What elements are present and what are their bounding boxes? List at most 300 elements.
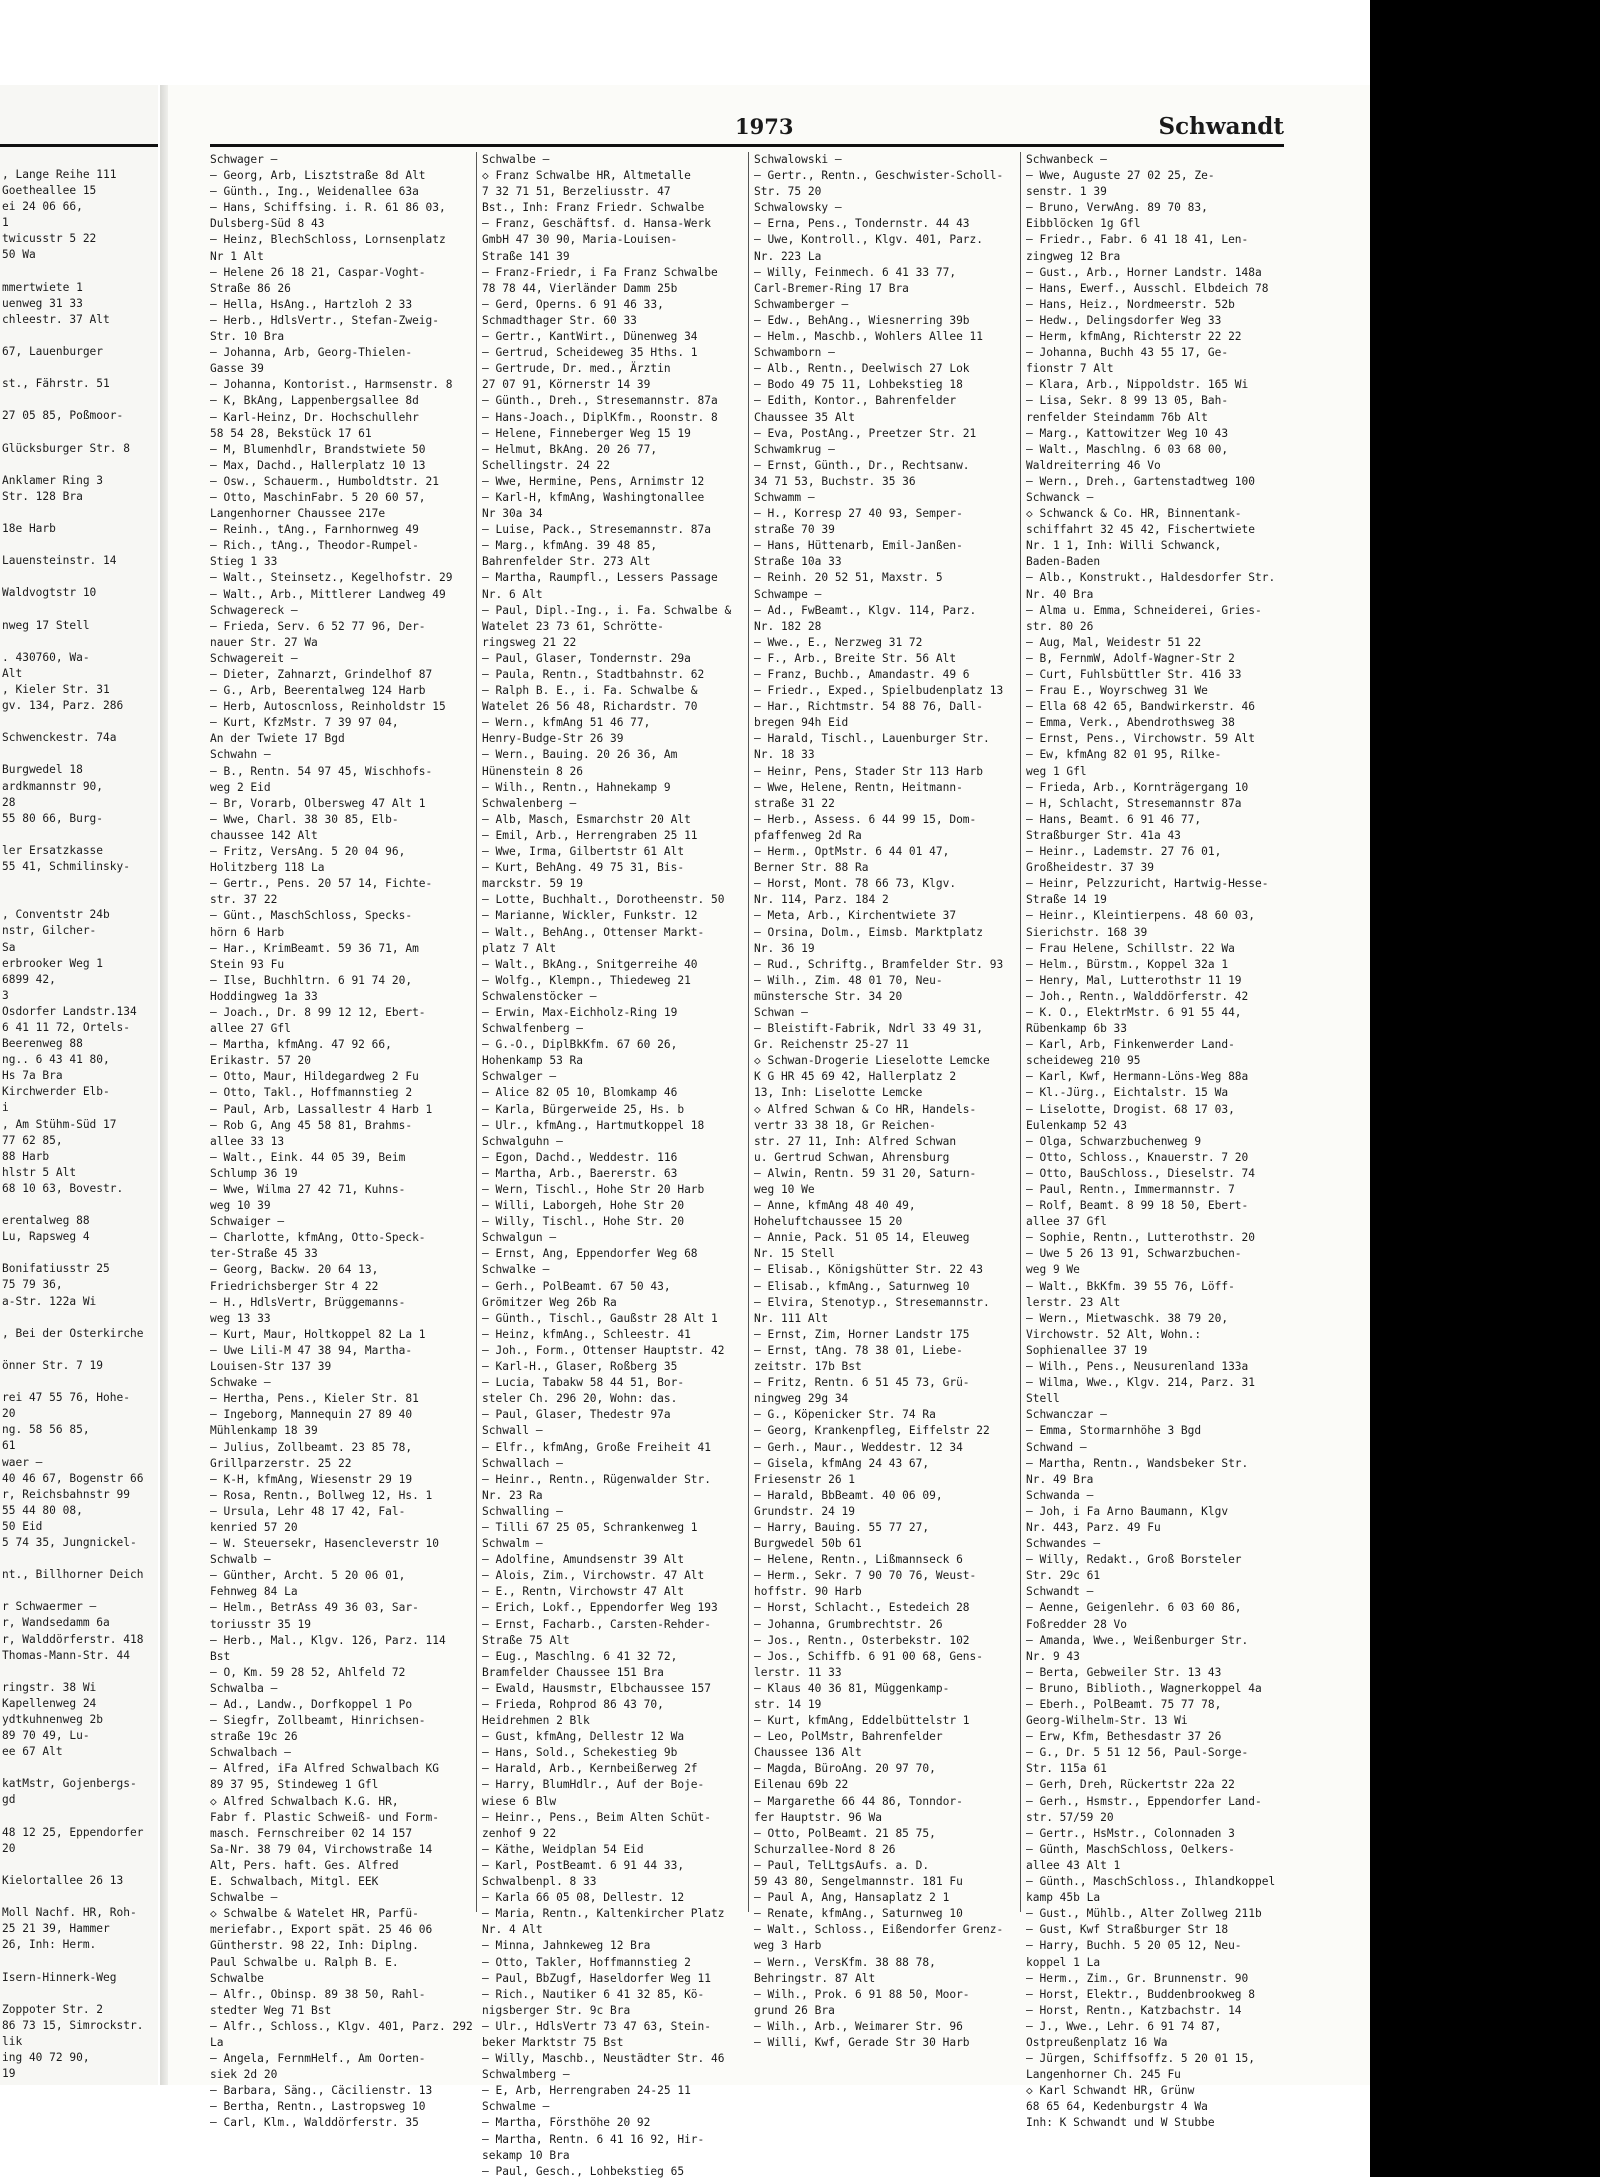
directory-entry-line: — Wilma, Wwe., Klgv. 214, Parz. 31 — [1026, 1376, 1256, 1390]
facing-page-line: Str. 128 Bra — [2, 489, 83, 503]
facing-page-line: Thomas-Mann-Str. 44 — [2, 1648, 130, 1662]
directory-entry-line: — Johanna, Buchh 43 55 17, Ge- — [1026, 346, 1229, 360]
directory-entry-line: grund 26 Bra — [754, 2003, 835, 2017]
facing-page-line: 86 73 15, Simrockstr. — [2, 2018, 144, 2032]
facing-page-line: nweg 17 Stell — [2, 618, 90, 632]
directory-entry-line: — Gertr., Pens. 20 57 14, Fichte- — [210, 877, 433, 891]
facing-page-line — [2, 537, 158, 553]
directory-entry-line: — Martha, Rentn. 6 41 16 92, Hir- — [482, 2132, 705, 2146]
directory-entry-line: — Wilh., Prok. 6 91 88 50, Moor- — [754, 1987, 970, 2001]
directory-entry-line: — Günther, Archt. 5 20 06 01, — [210, 1569, 406, 1583]
directory-entry-line: — Paula, Rentn., Stadtbahnstr. 62 — [482, 668, 705, 681]
directory-entry-line: — Johanna, Arb, Georg-Thielen- — [210, 346, 413, 360]
directory-entry-line: — Kl.-Jürg., Eichtalstr. 15 Wa — [1026, 1086, 1229, 1100]
directory-entry-line: — Klaus 40 36 81, Müggenkamp- — [754, 1681, 950, 1695]
directory-entry-line: weg 10 39 — [210, 1199, 271, 1213]
directory-entry-line: — Helene 26 18 21, Caspar-Voght- — [210, 265, 426, 279]
column-divider — [748, 152, 749, 1912]
directory-entry-line: Nr. 111 Alt — [754, 1311, 829, 1325]
directory-entry-line: — Franz-Friedr, i Fa Franz Schwalbe — [482, 265, 718, 279]
facing-page-line: 61 — [2, 1439, 16, 1453]
directory-entry-line: — Walt., Steinsetz., Kegelhofstr. 29 — [210, 571, 453, 585]
directory-entry-line: — Jürgen, Schiffsoffz. 5 20 01 15, — [1026, 2052, 1256, 2066]
surname-heading: Schwalowski — — [754, 153, 842, 166]
directory-entry-line: stedter Weg 71 Bst — [210, 2003, 332, 2017]
directory-entry-line: — Hans, Sold., Schekestieg 9b — [482, 1746, 678, 1760]
facing-page-line: hlstr 5 Alt — [2, 1165, 77, 1179]
directory-entry-line: Str. 29c 61 — [1026, 1569, 1101, 1583]
directory-entry-line: Grillparzerstr. 25 22 — [210, 1456, 352, 1470]
directory-entry-line: — Gertrude, Dr. med., Ärztin — [482, 362, 671, 376]
directory-entry-line: — Herm., Zim., Gr. Brunnenstr. 90 — [1026, 1971, 1249, 1985]
directory-entry-line: — Marg., kfmAng. 39 48 85, — [482, 539, 658, 553]
facing-page-line: Beerenweg 88 — [2, 1037, 83, 1051]
facing-page-line — [2, 602, 158, 618]
surname-heading: Schwandt — — [1026, 1585, 1094, 1599]
directory-entry-line: Langenhorner Ch. 245 Fu — [1026, 2068, 1181, 2082]
directory-entry-line: — Hans, Heiz., Nordmeerstr. 52b — [1026, 297, 1235, 311]
directory-entry-line: — Eva, PostAng., Preetzer Str. 21 — [754, 426, 977, 440]
directory-entry-line: — Martha, Arb., Baererstr. 63 — [482, 1166, 678, 1180]
directory-entry-line: — Adolfine, Amundsenstr 39 Alt — [482, 1553, 685, 1567]
directory-entry-line: — Hella, HsAng., Hartzloh 2 33 — [210, 297, 413, 311]
directory-entry-line: Rübenkamp 6b 33 — [1026, 1022, 1128, 1036]
directory-entry-line: — Martha, Raumpfl., Lessers Passage — [482, 571, 718, 585]
facing-page-line: Sa — [2, 940, 16, 954]
directory-entry-line: — Hans, Ewerf., Ausschl. Elbdeich 78 — [1026, 281, 1269, 295]
directory-entry-line: — Wwe, Auguste 27 02 25, Ze- — [1026, 169, 1215, 183]
directory-entry-line: — Wwe, Hermine, Pens, Arnimstr 12 — [482, 474, 705, 488]
directory-entry-line: — Jos., Schiffb. 6 91 00 68, Gens- — [754, 1649, 984, 1663]
directory-entry-line: münstersche Str. 34 20 — [754, 989, 903, 1003]
directory-entry-line: — Olga, Schwarzbuchenweg 9 — [1026, 1134, 1202, 1148]
surname-heading: Schwahn — — [210, 748, 271, 762]
directory-entry-line: Stein 93 Fu — [210, 957, 285, 971]
surname-heading: Schwalenstöcker — — [482, 989, 597, 1003]
directory-entry-line: Sierichstr. 168 39 — [1026, 925, 1148, 939]
directory-entry-line: zeitstr. 17b Bst — [754, 1360, 862, 1374]
facing-page-line: ei 24 06 66, — [2, 200, 83, 214]
directory-entry-line: — Ursula, Lehr 48 17 42, Fal- — [210, 1504, 406, 1518]
facing-page-line: Alt — [2, 666, 23, 680]
surname-heading: Schwanda — — [1026, 1488, 1094, 1502]
directory-entry-line: bregen 94h Eid — [754, 716, 849, 730]
directory-entry-line: — Edith, Kontor., Bahrenfelder — [754, 394, 957, 408]
surname-heading: Schwagereit — — [210, 651, 298, 665]
directory-entry-line: — Egon, Dachd., Weddestr. 116 — [482, 1150, 678, 1164]
directory-entry-line: — Rich., tAng., Theodor-Rumpel- — [210, 539, 419, 553]
directory-entry-line: Bst — [210, 1649, 231, 1663]
directory-entry-line: — Willy, Maschb., Neustädter Str. 46 — [482, 2052, 725, 2066]
facing-page-line: 55 80 66, Burg- — [2, 811, 104, 825]
directory-entry-line: Straße 141 39 — [482, 249, 570, 263]
directory-entry-line: — Aug, Mal, Weidestr 51 22 — [1026, 635, 1202, 649]
directory-entry-line: — Paul, Arb, Lassallestr 4 Harb 1 — [210, 1102, 433, 1116]
facing-page-line: ler Ersatzkasse — [2, 843, 104, 857]
directory-entry-line: — Fritz, Rentn. 6 51 45 73, Grü- — [754, 1376, 970, 1390]
facing-page-line: mmertwiete 1 — [2, 280, 83, 294]
directory-entry-line: Chaussee 136 Alt — [754, 1746, 862, 1760]
directory-entry-line: chaussee 142 Alt — [210, 828, 318, 842]
directory-entry-line: Straße 86 26 — [210, 281, 291, 295]
directory-entry-line: Fabr f. Plastic Schweiß- und Form- — [210, 1810, 440, 1824]
facing-page-line — [2, 425, 158, 441]
directory-entry-line: Georg-Wilhelm-Str. 13 Wi — [1026, 1714, 1188, 1728]
directory-entry-line: — Lisa, Sekr. 8 99 13 05, Bah- — [1026, 394, 1229, 408]
facing-page-line: uenweg 31 33 — [2, 296, 83, 310]
directory-entry-line: — Alb, Masch, Esmarchstr 20 Alt — [482, 812, 691, 826]
directory-entry-line: — Willy, Feinmech. 6 41 33 77, — [754, 265, 957, 279]
directory-entry-line: Louisen-Str 137 39 — [210, 1360, 332, 1374]
directory-entry-line: — Eug., Maschlng. 6 41 32 72, — [482, 1649, 678, 1663]
directory-entry-line: — Orsina, Dolm., Eimsb. Marktplatz — [754, 925, 984, 939]
facing-page-line: , Lange Reihe 111 — [2, 168, 117, 181]
surname-heading: Schwalba — — [210, 1681, 278, 1695]
directory-entry-line: — F., Arb., Breite Str. 56 Alt — [754, 651, 957, 665]
directory-entry-line: — Heinr, Pelzzuricht, Hartwig-Hesse- — [1026, 877, 1269, 891]
directory-entry-line: — Gertr., HsMstr., Colonnaden 3 — [1026, 1826, 1235, 1840]
directory-entry-line: platz 7 Alt — [482, 941, 557, 955]
directory-entry-line: — G., Dr. 5 51 12 56, Paul-Sorge- — [1026, 1746, 1249, 1760]
directory-entry-line: — Rob G, Ang 45 58 81, Brahms- — [210, 1118, 413, 1132]
directory-entry-line: GmbH 47 30 90, Maria-Louisen- — [482, 233, 678, 247]
directory-entry-line: — Sophie, Rentn., Lutterothstr. 20 — [1026, 1231, 1256, 1245]
surname-heading: Schwalb — — [210, 1553, 271, 1567]
directory-entry-line: — Günth, MaschSchloss, Oelkers- — [1026, 1842, 1235, 1856]
directory-entry-line: — Karl-Heinz, Dr. Hochschullehr — [210, 410, 419, 424]
directory-entry-line: — Martha, kfmAng. 47 92 66, — [210, 1038, 392, 1052]
directory-entry-line: siek 2d 20 — [210, 2068, 278, 2082]
directory-entry-line: Sa-Nr. 38 79 04, Virchowstraße 14 — [210, 1842, 433, 1856]
directory-entry-line: — Gust, Kwf Straßburger Str 18 — [1026, 1923, 1229, 1937]
directory-entry-line: 78 78 44, Vierländer Damm 25b — [482, 281, 678, 295]
directory-column-2 — [482, 152, 738, 2178]
facing-page-line: erbrooker Weg 1 — [2, 956, 104, 970]
directory-entry-line: Eulenkamp 52 43 — [1026, 1118, 1128, 1132]
directory-entry-line: — Walt., BehAng., Ottenser Markt- — [482, 925, 705, 939]
directory-entry-line: — Alfred, iFa Alfred Schwalbach KG — [210, 1762, 440, 1776]
directory-entry-line: Henry-Budge-Str 26 39 — [482, 732, 624, 746]
directory-entry-line: nauer Str. 27 Wa — [210, 635, 318, 649]
directory-entry-line: — Alfr., Schloss., Klgv. 401, Parz. 292 — [210, 2019, 473, 2033]
facing-page-line: önner Str. 7 19 — [2, 1358, 104, 1372]
directory-entry-line: Nr. 114, Parz. 184 2 — [754, 893, 889, 907]
directory-entry-line: — Käthe, Weidplan 54 Eid — [482, 1842, 644, 1856]
directory-entry-line: Sophienallee 37 19 — [1026, 1343, 1148, 1357]
directory-entry-line: ningweg 29g 34 — [754, 1392, 849, 1406]
facing-page-line — [2, 1374, 158, 1390]
column-divider — [476, 152, 477, 1912]
directory-entry-line: Eilenau 69b 22 — [754, 1778, 849, 1792]
facing-page-line: 28 — [2, 795, 16, 809]
directory-entry-line: — Reinh. 20 52 51, Maxstr. 5 — [754, 571, 943, 585]
directory-entry-line: — Ilse, Buchhltrn. 6 91 74 20, — [210, 973, 413, 987]
directory-entry-line: Nr. 40 Bra — [1026, 587, 1094, 601]
facing-page-line: ng. 58 56 85, — [2, 1423, 90, 1437]
directory-entry-line: — Hans, Schiffsing. i. R. 61 86 03, — [210, 201, 446, 215]
directory-entry-line: Erikastr. 57 20 — [210, 1054, 312, 1068]
facing-page-line — [2, 746, 158, 762]
directory-entry-line: Chaussee 35 Alt — [754, 410, 856, 424]
directory-entry-line: weg 10 We — [754, 1183, 815, 1196]
directory-entry-line: — Emil, Arb., Herrengraben 25 11 — [482, 828, 698, 842]
directory-entry-line: — Rich., Nautiker 6 41 32 85, Kö- — [482, 1987, 705, 2001]
directory-entry-line: — Max, Dachd., Hallerplatz 10 13 — [210, 458, 426, 472]
directory-entry-line: Watelet 23 73 61, Schrötte- — [482, 619, 664, 633]
facing-page-line: gv. 134, Parz. 286 — [2, 699, 124, 713]
directory-entry-line: Friedrichsberger Str 4 22 — [210, 1279, 379, 1293]
directory-entry-line: — Heinr., Rentn., Rügenwalder Str. — [482, 1472, 712, 1486]
directory-entry-line: — K-H, kfmAng, Wiesenstr 29 19 — [210, 1472, 413, 1486]
facing-page-line — [2, 360, 158, 376]
facing-page-line: twicusstr 5 22 — [2, 232, 97, 246]
directory-entry-line: — Reinh., tAng., Farnhornweg 49 — [210, 523, 419, 537]
directory-entry-line: pfaffenweg 2d Ra — [754, 828, 862, 842]
directory-entry-line: — Wilh., Zim. 48 01 70, Neu- — [754, 973, 943, 987]
directory-entry-line: — Willy, Redakt., Groß Borsteler — [1026, 1553, 1242, 1567]
directory-entry-line: 89 37 95, Stindeweg 1 Gfl — [210, 1778, 379, 1792]
directory-entry-line: kenried 57 20 — [210, 1520, 298, 1534]
directory-entry-line: — Walt., BkAng., Snitgerreihe 40 — [482, 957, 698, 971]
directory-entry-line: — G.-O., DiplBkKfm. 67 60 26, — [482, 1038, 678, 1052]
directory-entry-line: — Frieda, Rohprod 86 43 70, — [482, 1698, 664, 1711]
directory-entry-line: — Elisab., kfmAng., Saturnweg 10 — [754, 1279, 970, 1293]
directory-entry-line: — Br, Vorarb, Olbersweg 47 Alt 1 — [210, 796, 426, 810]
facing-page-line: Anklamer Ring 3 — [2, 473, 104, 487]
directory-entry-line: — Helm., Bürstm., Koppel 32a 1 — [1026, 957, 1229, 971]
facing-page-line: 55 44 80 08, — [2, 1503, 83, 1517]
directory-entry-line: Langenhorner Chaussee 217e — [210, 507, 386, 521]
directory-entry-line: kamp 45b La — [1026, 1891, 1101, 1905]
surname-heading: Schwalme — — [482, 2100, 550, 2114]
facing-page-line: nt., Billhorner Deich — [2, 1568, 144, 1582]
directory-entry-line: — Emma, Verk., Abendrothsweg 38 — [1026, 716, 1235, 730]
facing-page-lines — [2, 167, 158, 2082]
facing-page-line: 89 70 49, Lu- — [2, 1729, 90, 1743]
surname-heading: Schwanczar — — [1026, 1408, 1107, 1422]
directory-entry-line: — Karla, Bürgerweide 25, Hs. b — [482, 1102, 685, 1116]
facing-page-line: Bonifatiusstr 25 — [2, 1262, 110, 1276]
directory-entry-line: allee 27 Gfl — [210, 1022, 291, 1036]
directory-entry-line: — Hans, Beamt. 6 91 46 77, — [1026, 812, 1202, 826]
directory-entry-line: Stieg 1 33 — [210, 555, 278, 569]
surname-heading: Schwanck — — [1026, 490, 1094, 504]
directory-entry-line: — Paul, Glaser, Tondernstr. 29a — [482, 651, 691, 665]
directory-entry-line: Nr. 443, Parz. 49 Fu — [1026, 1520, 1161, 1534]
directory-entry-line: — Paul, Dipl.-Ing., i. Fa. Schwalbe & — [482, 603, 732, 617]
directory-entry-line: allee 33 13 — [210, 1134, 285, 1148]
directory-entry-line: — Eberh., PolBeamt. 75 77 78, — [1026, 1698, 1222, 1711]
surname-heading: Schwalenberg — — [482, 796, 577, 810]
directory-entry-line: — G., Köpenicker Str. 74 Ra — [754, 1408, 936, 1422]
directory-entry-line: — Julius, Zollbeamt. 23 85 78, — [210, 1440, 413, 1454]
directory-entry-line: — Herb, Autoscnloss, Reinholdstr 15 — [210, 700, 446, 714]
facing-page-line: ringstr. 38 Wi — [2, 1680, 97, 1694]
directory-entry-line: — Erna, Pens., Tondernstr. 44 43 — [754, 217, 970, 231]
directory-entry-line: — Otto, BauSchloss., Dieselstr. 74 — [1026, 1166, 1256, 1180]
directory-entry-line: — Erw, Kfm, Bethesdastr 37 26 — [1026, 1730, 1222, 1744]
directory-entry-line: Alt, Pers. haft. Ges. Alfred — [210, 1858, 399, 1872]
directory-entry-line: ◇ Schwan-Drogerie Lieselotte Lemcke — [754, 1054, 990, 1068]
directory-entry-line: — H., Korresp 27 40 93, Semper- — [754, 507, 963, 521]
directory-entry-line: — Wilh., Rentn., Hahnekamp 9 — [482, 780, 671, 794]
facing-page-line: Schwenckestr. 74a — [2, 731, 117, 745]
facing-page-line: 26, Inh: Herm. — [2, 1938, 97, 1952]
directory-entry-line: — O, Km. 59 28 52, Ahlfeld 72 — [210, 1665, 406, 1679]
directory-entry-line: str. 37 22 — [210, 893, 278, 907]
facing-page-line: waer — — [2, 1455, 43, 1469]
directory-entry-line: hoffstr. 90 Harb — [754, 1585, 862, 1599]
directory-entry-line: — Bruno, Biblioth., Wagnerkoppel 4a — [1026, 1681, 1262, 1695]
directory-entry-line: — Ernst, Pens., Virchowstr. 59 Alt — [1026, 732, 1256, 746]
directory-entry-line: — Ralph B. E., i. Fa. Schwalbe & — [482, 684, 698, 698]
directory-entry-line: lerstr. 11 33 — [754, 1665, 842, 1679]
directory-entry-line: — E., Rentn, Virchowstr 47 Alt — [482, 1585, 685, 1599]
surname-heading: Schwamborn — — [754, 346, 835, 360]
directory-entry-line: — Siegfr, Zollbeamt, Hinrichsen- — [210, 1714, 426, 1728]
facing-page-line: Osdorfer Landstr.134 — [2, 1004, 137, 1018]
directory-entry-line: masch. Fernschreiber 02 14 157 — [210, 1826, 413, 1840]
directory-entry-line: — Alice 82 05 10, Blomkamp 46 — [482, 1086, 678, 1100]
directory-entry-line: La — [210, 2035, 224, 2049]
column-divider — [1020, 152, 1021, 1912]
facing-page-line — [2, 1245, 158, 1261]
directory-entry-line: — Johanna, Kontorist., Harmsenstr. 8 — [210, 378, 453, 392]
surname-heading: Schwalger — — [482, 1070, 557, 1084]
directory-entry-line: — Edw., BehAng., Wiesnerring 39b — [754, 313, 970, 327]
facing-page-line: 77 62 85, — [2, 1133, 63, 1147]
directory-entry-line: Behringstr. 87 Alt — [754, 1971, 876, 1985]
directory-entry-line: — Otto, Takler, Hoffmannstieg 2 — [482, 1955, 691, 1969]
directory-entry-line: — Willi, Kwf, Gerade Str 30 Harb — [754, 2035, 970, 2049]
directory-entry-line: 13, Inh: Liselotte Lemcke — [754, 1086, 923, 1100]
directory-entry-line: — Helene, Finneberger Weg 15 19 — [482, 426, 691, 440]
directory-entry-line: lerstr. 23 Alt — [1026, 1295, 1121, 1309]
directory-entry-line: — Frau E., Woyrschweg 31 We — [1026, 684, 1208, 698]
directory-entry-line: Schwalbenpl. 8 33 — [482, 1875, 597, 1889]
directory-entry-line: Carl-Bremer-Ring 17 Bra — [754, 281, 909, 295]
facing-page-line — [2, 264, 158, 280]
facing-page-line: 50 Eid — [2, 1519, 43, 1533]
directory-entry-line: marckstr. 59 19 — [482, 877, 584, 891]
facing-page-line: . 430760, Wa- — [2, 650, 90, 664]
directory-entry-line: — Ernst, tAng. 78 38 01, Liebe- — [754, 1343, 963, 1357]
facing-page-line: gd — [2, 1793, 16, 1807]
directory-entry-line: — Johanna, Grumbrechtstr. 26 — [754, 1617, 943, 1631]
directory-entry-line: Stell — [1026, 1392, 1060, 1406]
directory-entry-line: — Walt., BkKfm. 39 55 76, Löff- — [1026, 1279, 1235, 1293]
facing-page-line — [2, 891, 158, 907]
directory-entry-line: — Tilli 67 25 05, Schrankenweg 1 — [482, 1520, 698, 1534]
surname-heading: Schwagereck — — [210, 603, 298, 617]
facing-page-line: Waldvogtstr 10 — [2, 586, 97, 600]
directory-entry-line: — Georg, Backw. 20 64 13, — [210, 1263, 379, 1277]
directory-entry-line: — Herm., Sekr. 7 90 70 76, Weust- — [754, 1569, 977, 1583]
directory-entry-line: — Dieter, Zahnarzt, Grindelhof 87 — [210, 668, 433, 681]
directory-entry-line: — Barbara, Säng., Cäcilienstr. 13 — [210, 2084, 433, 2098]
facing-page-line: 68 10 63, Bovestr. — [2, 1181, 124, 1195]
directory-entry-line: — Gerh., Maur., Weddestr. 12 34 — [754, 1440, 963, 1454]
directory-column-1 — [210, 152, 473, 2130]
directory-entry-line: — Gust., Mühlb., Alter Zollweg 211b — [1026, 1907, 1262, 1921]
directory-entry-line: — W. Steuersekr, Hasencleverstr 10 — [210, 1537, 440, 1551]
directory-entry-line: — Ad., FwBeamt., Klgv. 114, Parz. — [754, 603, 977, 617]
directory-entry-line: fer Hauptstr. 96 Wa — [754, 1810, 882, 1824]
facing-page-line: katMstr, Gojenbergs- — [2, 1777, 137, 1791]
directory-entry-line: — Harald, BbBeamt. 40 06 09, — [754, 1488, 943, 1502]
directory-entry-line: — Ulr., kfmAng., Hartmutkoppel 18 — [482, 1118, 705, 1132]
directory-entry-line: — Hans, Hüttenarb, Emil-Janßen- — [754, 539, 963, 553]
directory-entry-line: scheideweg 210 95 — [1026, 1054, 1141, 1068]
directory-entry-line: — Marg., Kattowitzer Weg 10 43 — [1026, 426, 1229, 440]
directory-entry-line: — Erwin, Max-Eichholz-Ring 19 — [482, 1005, 678, 1019]
facing-page-line: 6 41 11 72, Ortels- — [2, 1020, 130, 1034]
facing-page-line — [2, 1953, 158, 1969]
facing-page-line: 18e Harb — [2, 522, 56, 536]
directory-entry-line: Waldreiterring 46 Vo — [1026, 458, 1161, 472]
surname-heading: Schwaiger — — [210, 1215, 285, 1229]
surname-heading: Schwalke — — [482, 1263, 550, 1277]
directory-entry-line: wiese 6 Blw — [482, 1794, 557, 1808]
directory-entry-line: — Alb., Konstrukt., Haldesdorfer Str. — [1026, 571, 1276, 585]
directory-entry-line: — Paul, Glaser, Thedestr 97a — [482, 1408, 671, 1422]
directory-entry-line: Foßredder 28 Vo — [1026, 1617, 1128, 1631]
surname-heading: Schwalbe — — [210, 1891, 278, 1905]
directory-entry-line: str. 27 11, Inh: Alfred Schwan — [754, 1134, 957, 1148]
surname-heading: Schwall — — [482, 1424, 543, 1438]
directory-entry-line: Bramfelder Chaussee 151 Bra — [482, 1665, 664, 1679]
directory-entry-line: Schwalbe — [210, 1971, 264, 1985]
directory-entry-line: str. 14 19 — [754, 1698, 822, 1711]
directory-entry-line: — Ewald, Hausmstr, Elbchaussee 157 — [482, 1681, 712, 1695]
directory-entry-line: — Kurt, Maur, Holtkoppel 82 La 1 — [210, 1327, 426, 1341]
directory-entry-line: weg 9 We — [1026, 1263, 1080, 1277]
facing-page-line — [2, 634, 158, 650]
facing-page-line: Kirchwerder Elb- — [2, 1085, 110, 1099]
directory-entry-line: Eibblöcken 1g Gfl — [1026, 217, 1141, 231]
directory-column-4 — [1026, 152, 1282, 2130]
directory-entry-line: — Ernst, Günth., Dr., Rechtsanw. — [754, 458, 970, 472]
directory-entry-line: — Hedw., Delingsdorfer Weg 33 — [1026, 313, 1222, 327]
facing-page-line: ee 67 Alt — [2, 1745, 63, 1759]
directory-entry-line: E. Schwalbach, Mitgl. EEK — [210, 1875, 379, 1889]
directory-entry-line: — Uwe 5 26 13 91, Schwarzbuchen- — [1026, 1247, 1242, 1261]
directory-entry-line: Nr. 49 Bra — [1026, 1472, 1094, 1486]
directory-entry-line: — Gerh., PolBeamt. 67 50 43, — [482, 1279, 671, 1293]
directory-entry-line: — Wolfg., Klempn., Thiedeweg 21 — [482, 973, 691, 987]
directory-entry-line: — Gust., Arb., Horner Landstr. 148a — [1026, 265, 1262, 279]
directory-entry-line: Hoheluftchaussee 15 20 — [754, 1215, 903, 1229]
directory-entry-line: — Heinz, BlechSchloss, Lornsenplatz — [210, 233, 446, 247]
facing-page-line: ydtkuhnenweg 2b — [2, 1713, 104, 1726]
directory-entry-line: — Gerd, Operns. 6 91 46 33, — [482, 297, 664, 311]
directory-entry-line: Schlump 36 19 — [210, 1166, 298, 1180]
directory-entry-line: — Alois, Zim., Virchowstr. 47 Alt — [482, 1569, 705, 1583]
facing-page-line — [2, 569, 158, 585]
directory-entry-line: — Paul, Rentn., Immermannstr. 7 — [1026, 1183, 1235, 1196]
directory-entry-line: Heidrehmen 2 Blk — [482, 1714, 590, 1728]
directory-entry-line: — Wwe, Helene, Rentn, Heitmann- — [754, 780, 963, 794]
facing-page-line: Zoppoter Str. 2 — [2, 2002, 104, 2016]
directory-entry-line: Nr. 6 Alt — [482, 587, 543, 601]
directory-entry-line: — Angela, FernmHelf., Am Oorten- — [210, 2052, 426, 2066]
facing-page-line — [2, 1889, 158, 1905]
directory-entry-line: Str. 115a 61 — [1026, 1762, 1107, 1776]
directory-entry-line: — Harry, Buchh. 5 20 05 12, Neu- — [1026, 1939, 1242, 1953]
directory-entry-line: — Rosa, Rentn., Bollweg 12, Hs. 1 — [210, 1488, 433, 1502]
directory-entry-line: Inh: K Schwandt und W Stubbe — [1026, 2116, 1215, 2130]
facing-page-line: 3 — [2, 988, 9, 1002]
